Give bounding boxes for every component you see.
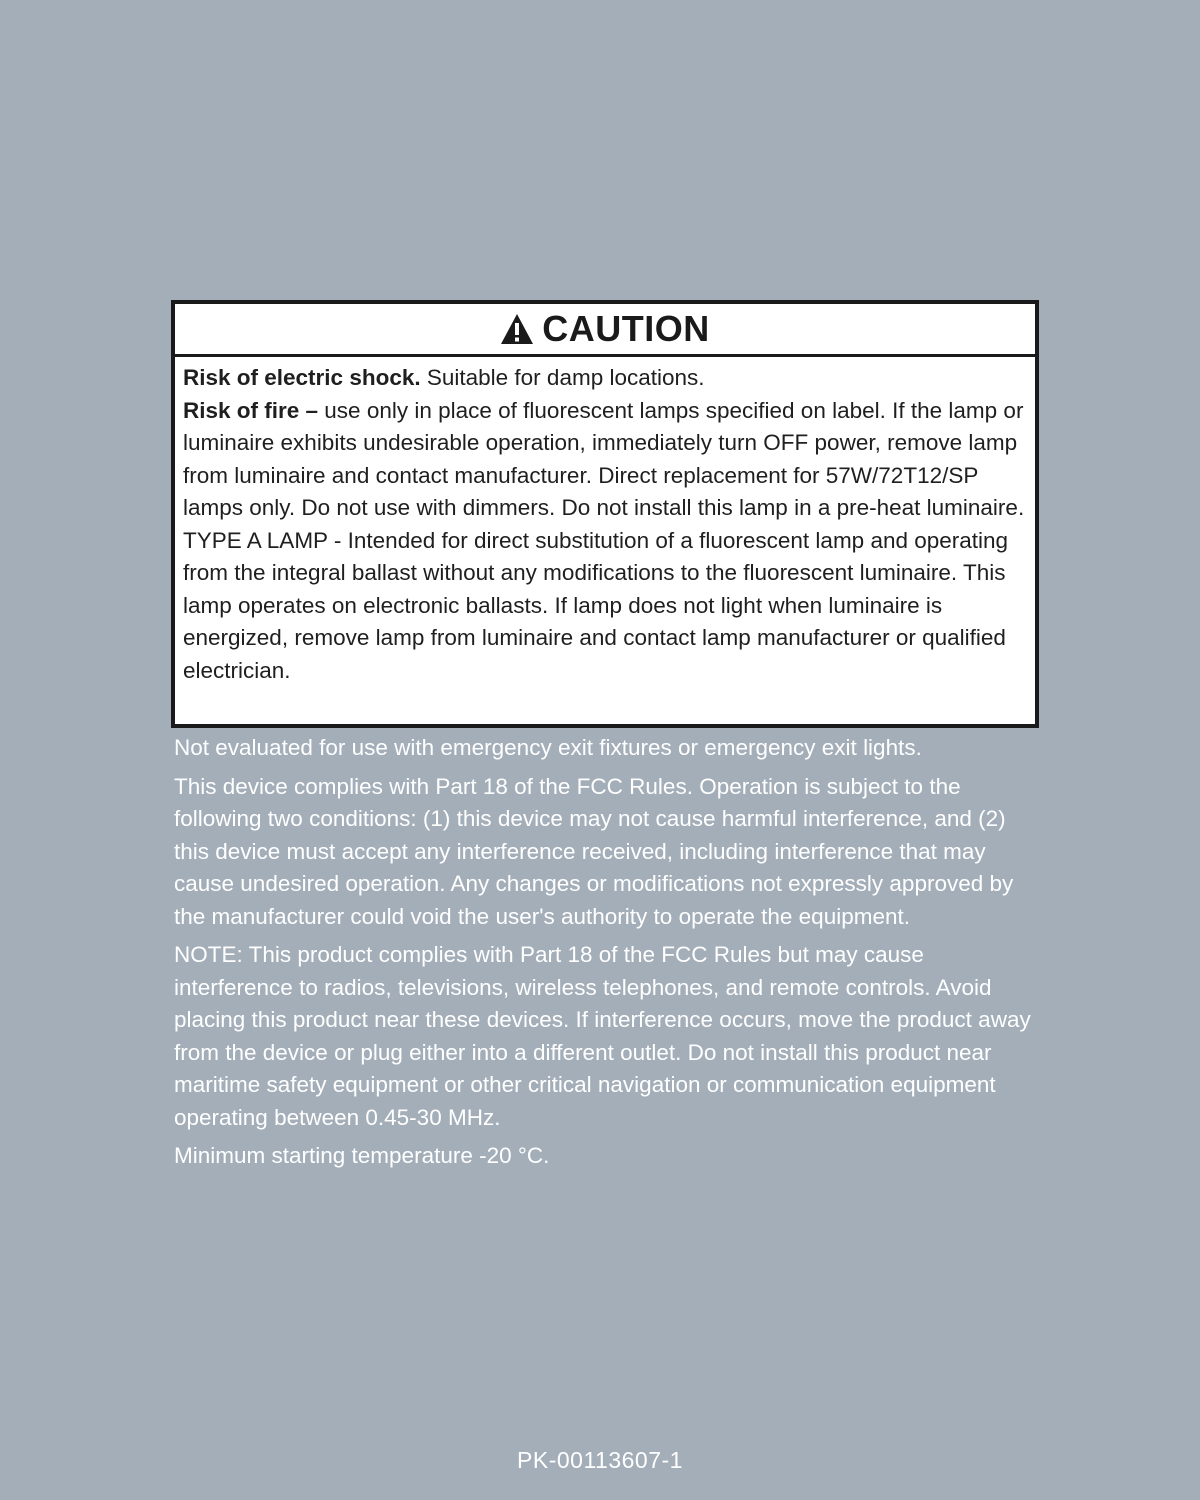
emergency-note: Not evaluated for use with emergency exit fixtures or emergency exit lights. (174, 735, 922, 760)
shock-text: Suitable for damp locations. (420, 365, 705, 390)
fire-text: use only in place of fluorescent lamps specified on label. If the lamp or luminaire exhibits undesirable operation, immediately turn OFF power, remove lamp from luminaire and contact manufacturer. Direct replacement for 57W/72T12/SP lamps only. Do not use with dimmers. Do not install this lamp in a pre-heat luminaire. TYPE A LAMP - Intended for direct substitution of a fluorescent lamp and operating from the integral ballast without any modifications to the fluorescent luminaire. This lamp operates on electronic ballasts. If lamp does not light when luminaire is energized, remove lamp from luminaire and contact lamp manufacturer or qualified electrician. (183, 397, 1025, 683)
regulatory-notes (174, 732, 1044, 1179)
caution-title: CAUTION (542, 308, 710, 349)
caution-body (175, 357, 1035, 687)
product-code: PK-00113607-1 (517, 1447, 683, 1473)
fcc-interference-note: NOTE: This product complies with Part 18 of the FCC Rules but may cause interference to radios, televisions, wireless telephones, and remote controls. Avoid placing this product near these devices. If interference occurs, move the product away from the device or plug either into a different outlet. Do not install this product near maritime safety equipment or other critical navigation or communication equipment operating between 0.45-30 MHz. (174, 942, 1031, 1130)
warning-triangle-icon (500, 313, 534, 345)
caution-header (175, 304, 1035, 357)
caution-box (171, 300, 1039, 728)
temperature-note: Minimum starting temperature -20 °C. (174, 1143, 550, 1168)
fcc-compliance-note: This device complies with Part 18 of the FCC Rules. Operation is subject to the following two conditions: (1) this device may not cause harmful interference, and (2) this device must accept any interference received, including interference that may cause undesired operation. Any changes or modifications not expressly approved by the manufacturer could void the user's authority to operate the equipment. (174, 773, 1014, 929)
shock-heading: Risk of electric shock. (183, 365, 421, 390)
fire-warning (183, 395, 1027, 688)
shock-warning (183, 362, 1027, 395)
fire-heading: Risk of fire – (183, 397, 319, 423)
